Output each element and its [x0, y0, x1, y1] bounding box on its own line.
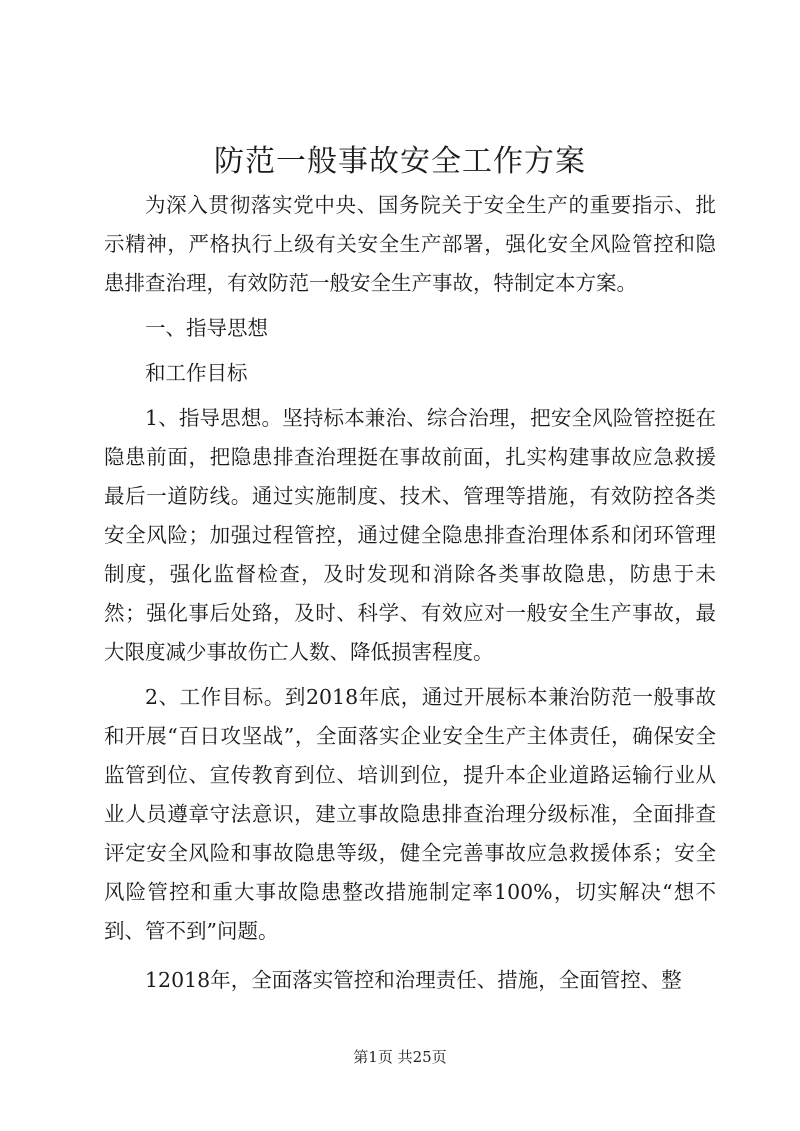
intro-paragraph: 为深入贯彻落实党中央、国务院关于安全生产的重要指示、批示精神，严格执行上级有关安全生产部署，强化安全风险管控和隐患排查治理，有效防范一般安全生产事故，特制定本方案。 [104, 193, 716, 295]
guiding-ideology-paragraph: 1、指导思想。坚持标本兼治、综合治理，把安全风险管控挺在隐患前面，把隐患排查治理挺在事故前面，扎实构建事故应急救援最后一道防线。通过实施制度、技术、管理等措施，有效防控各类安全风险；加强过程管控，通过健全隐患排查治理体系和闭环管理制度，强化监督检查，及时发现和消除各类事故隐患，防患于未然；强化事后处臵，及时、科学、有效应对一般安全生产事故，最大限度减少事故伤亡人数、降低损害程度。 [104, 406, 716, 664]
document-body [104, 186, 716, 1000]
year-plan-paragraph: 12018年，全面落实管控和治理责任、措施，全面管控、整 [145, 968, 682, 992]
page-footer: 第1页 共25页 [353, 1048, 447, 1066]
section-heading-work-goals: 和工作目标 [145, 361, 248, 385]
work-goals-paragraph: 2、工作目标。到2018年底，通过开展标本兼治防范一般事故和开展“百日攻坚战”，全面落实企业安全生产主体责任，确保安全监管到位、宣传教育到位、培训到位，提升本企业道路运输行业从业人员遵章守法意识，建立事故隐患排查治理分级标准，全面排查评定安全风险和事故隐患等级，健全完善事故应急救援体系；安全风险管控和重大事故隐患整改措施制定率100%，切实解决“想不到、管不到”问题。 [104, 685, 716, 943]
section-heading-guiding-ideology: 一、指导思想 [145, 316, 268, 340]
document-title: 防范一般事故安全工作方案 [214, 144, 586, 179]
